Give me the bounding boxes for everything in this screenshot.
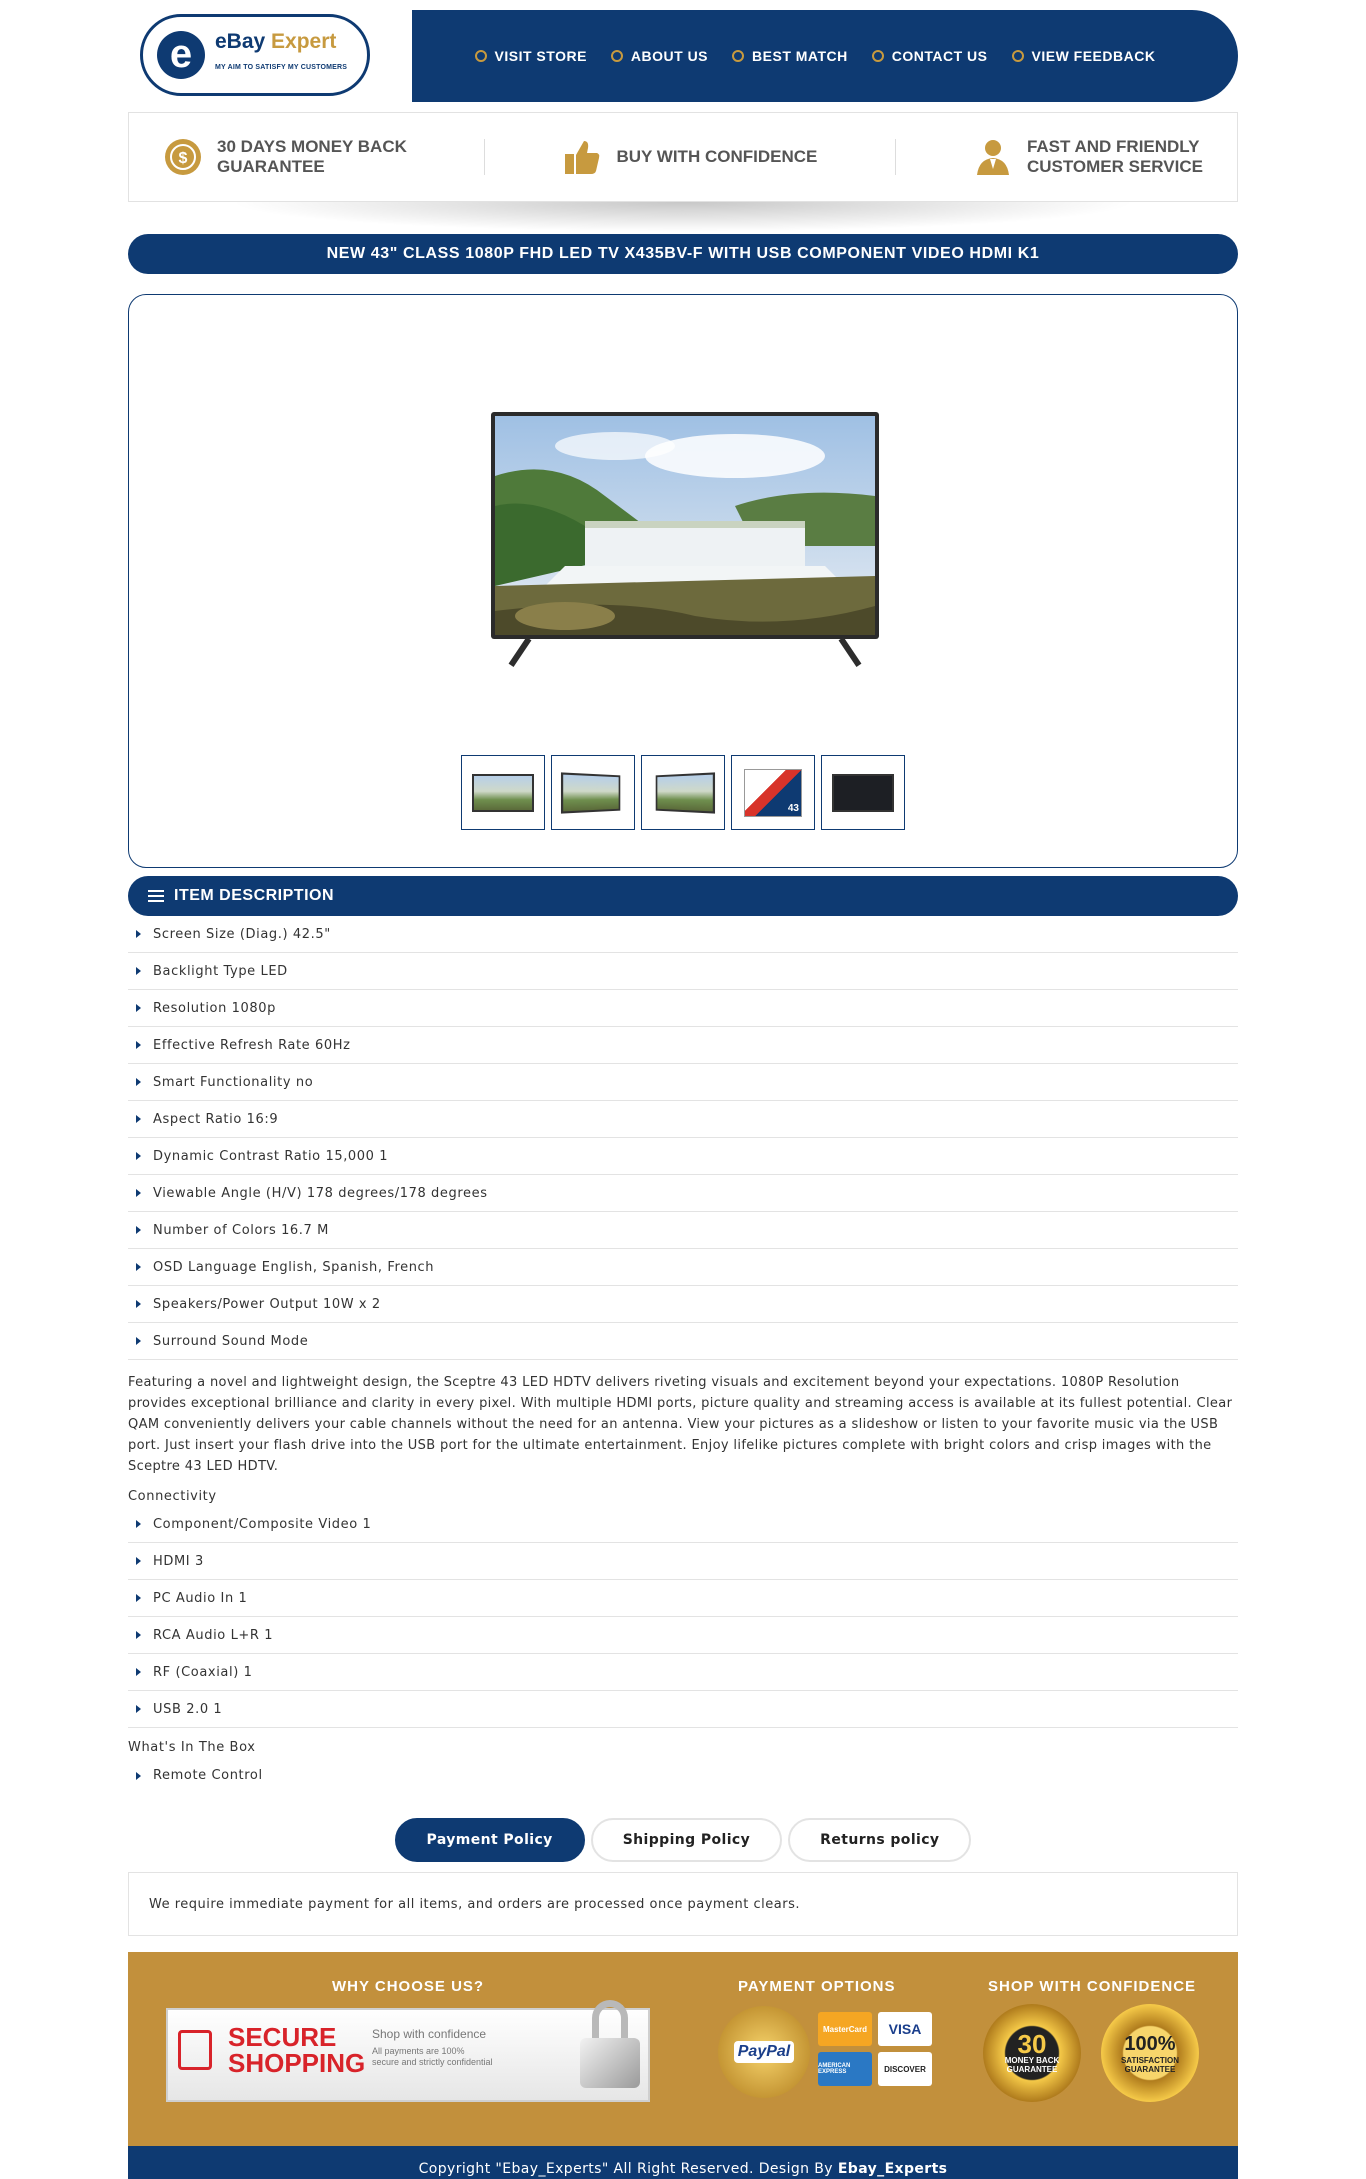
section-heading: ITEM DESCRIPTION [174,887,335,904]
list-item [128,1691,1238,1728]
nav-about-us[interactable] [611,48,708,64]
caret-right-icon [136,1263,141,1271]
caret-right-icon [136,1631,141,1639]
list-item [128,1654,1238,1691]
tv-stand-right [839,637,862,667]
caret-right-icon [136,930,141,938]
policy-content: We require immediate payment for all items, and orders are processed once payment clears. [128,1872,1238,1936]
shadow-divider [228,202,1138,232]
secure-note [372,2046,493,2068]
features-strip [128,112,1238,202]
tab-payment-policy[interactable]: Payment Policy [395,1818,585,1862]
tv-screen [491,412,879,639]
item-description-header [128,876,1238,916]
caret-right-icon [136,1337,141,1345]
copyright-text: Copyright "Ebay_Experts" All Right Reserved. Design By [418,2161,838,2177]
nav-label: CONTACT US [891,48,988,64]
tv-stand-left [509,637,532,667]
main-nav [412,10,1238,102]
list-item [128,916,1238,953]
secure-title-line: SHOPPING [228,2048,366,2078]
policy-tabs [128,1818,1238,1862]
spec-text: RF (Coaxial) 1 [153,1664,253,1680]
caret-right-icon [136,967,141,975]
money-back-icon [163,137,203,177]
paypal-seal [718,2006,810,2098]
list-item [128,1580,1238,1617]
description-paragraph: Featuring a novel and lightweight design, the Sceptre 43 LED HDTV delivers riveting visuals and excitement beyond your expectations. 1080P Resolution provides exceptional brilliance and clarity in every pixel. With multiple HDMI ports, picture quality and streaming access is available at its fullest potential. Clear QAM conveniently delivers your cable channels without the need for an antenna. View your pictures as a slideshow or listen to your favorite music via the USB port. Just insert your flash drive into the USB port for the ultimate entertainment. Enjoy lifelike pictures complete with bright colors and crisp images with the Sceptre 43 LED HDTV. [128,1375,1233,1474]
feature-text [217,137,407,177]
list-item [128,1506,1238,1543]
thumb-image [832,774,894,812]
logo-mark: e [157,31,205,79]
page-wrapper [128,10,1238,2179]
spec-text: Effective Refresh Rate 60Hz [153,1037,351,1053]
list-item [128,1286,1238,1323]
nav-visit-store[interactable] [475,48,587,64]
feature-confidence [562,137,817,177]
caret-right-icon [136,1189,141,1197]
feature-line: 30 DAYS MONEY BACK [217,137,407,156]
amex-icon: AMERICAN EXPRESS [818,2052,872,2086]
spec-text: Surround Sound Mode [153,1333,309,1349]
caret-right-icon [136,1300,141,1308]
product-title: NEW 43" CLASS 1080P FHD LED TV X435BV-F WITH USB COMPONENT VIDEO HDMI K1 [128,234,1238,274]
caret-right-icon [136,1594,141,1602]
spec-text: Aspect Ratio 16:9 [153,1111,279,1127]
caret-right-icon [136,1557,141,1565]
product-gallery [128,294,1238,868]
feature-line: GUARANTEE [217,157,325,176]
list-item [128,1212,1238,1249]
spec-text: Dynamic Contrast Ratio 15,000 1 [153,1148,389,1164]
nav-label: ABOUT US [630,48,709,64]
box-list [128,1757,1238,1794]
circle-icon [1012,50,1024,62]
spec-text: USB 2.0 1 [153,1701,223,1717]
connectivity-heading: Connectivity [128,1489,217,1504]
caret-right-icon [136,1668,141,1676]
list-item [128,1757,1238,1794]
feature-money-back [163,137,407,177]
secure-title-line: SECURE [228,2022,337,2052]
payment-options-heading: PAYMENT OPTIONS [738,1978,896,1995]
feature-text [1027,137,1203,177]
secure-subtitle: Shop with confidence [372,2027,487,2041]
nav-label: VISIT STORE [494,48,587,64]
logo-title [215,29,336,55]
thumbnail-2[interactable] [551,755,635,830]
caret-right-icon [136,1041,141,1049]
spec-text: Number of Colors 16.7 M [153,1222,329,1238]
visa-icon: VISA [878,2012,932,2046]
header [128,10,1238,112]
list-item [128,1543,1238,1580]
divider [895,139,896,175]
thumbnail-4[interactable] [731,755,815,830]
list-item [128,1617,1238,1654]
secure-shopping-banner [166,2008,650,2102]
spec-text: OSD Language English, Spanish, French [153,1259,435,1275]
logo-tagline: MY AIM TO SATISFY MY CUSTOMERS [215,64,348,71]
caret-right-icon [136,1152,141,1160]
feature-text [616,147,817,167]
badge-number: 30 [1017,2029,1047,2059]
support-agent-icon [973,137,1013,177]
caret-right-icon [136,1226,141,1234]
badge-label: SATISFACTION GUARANTEE [1120,2056,1180,2074]
logo-name-primary: eBay [215,30,266,53]
satisfaction-badge [1101,2004,1199,2102]
padlock-icon [580,2000,640,2090]
divider [484,139,485,175]
spec-text: Viewable Angle (H/V) 178 degrees/178 degrees [153,1185,488,1201]
waterfall-image [495,416,875,635]
money-back-badge [983,2004,1081,2102]
feature-line: BUY WITH CONFIDENCE [616,147,818,166]
spec-list [128,916,1238,1360]
list-item [128,1027,1238,1064]
thumb-box-image [744,769,802,817]
feature-line: CUSTOMER SERVICE [1026,157,1203,176]
paypal-label: PayPal [734,2041,794,2063]
list-item [128,1138,1238,1175]
badge-content [983,2029,1081,2074]
feature-service [973,137,1203,177]
spec-text: RCA Audio L+R 1 [153,1627,274,1643]
list-item [128,1064,1238,1101]
nav-view-feedback[interactable] [1012,48,1156,64]
list-item [128,953,1238,990]
mastercard-icon: MasterCard [818,2012,872,2046]
circle-icon [732,50,744,62]
spec-text: HDMI 3 [153,1553,204,1569]
spec-text: Backlight Type LED [153,963,288,979]
thumb-image [561,772,620,813]
spec-text: Component/Composite Video 1 [153,1516,372,1532]
nav-label: BEST MATCH [752,48,848,64]
tab-returns-policy[interactable]: Returns policy [788,1818,971,1862]
badge-label: MONEY BACK GUARANTEE [1004,2056,1060,2074]
caret-right-icon [136,1004,141,1012]
circle-icon [872,50,884,62]
tab-shipping-policy[interactable]: Shipping Policy [591,1818,782,1862]
feature-line: FAST AND FRIENDLY [1026,137,1200,156]
circle-icon [611,50,623,62]
main-product-image[interactable] [491,412,879,665]
nav-label: VIEW FEEDBACK [1031,48,1156,64]
logo-name-accent: Expert [271,30,337,53]
caret-right-icon [136,1520,141,1528]
list-item [128,1101,1238,1138]
shop-confidence-heading: SHOP WITH CONFIDENCE [988,1978,1197,1995]
why-choose-heading: WHY CHOOSE US? [332,1978,485,1995]
thumbnail-1[interactable] [461,755,545,830]
thumb-box-label: 43 [787,802,799,814]
thumbnail-5[interactable] [821,755,905,830]
spec-text: Speakers/Power Output 10W x 2 [153,1296,381,1312]
list-icon [148,889,164,903]
caret-right-icon [136,1115,141,1123]
spec-text: Remote Control [153,1768,263,1783]
thumbnail-3[interactable] [641,755,725,830]
badge-content [1101,2032,1199,2074]
caret-right-icon [136,1078,141,1086]
discover-icon: DISCOVER [878,2052,932,2086]
spec-text: Smart Functionality no [153,1074,314,1090]
box-heading: What's In The Box [128,1740,256,1755]
footer [128,1952,1238,2146]
connectivity-list [128,1506,1238,1728]
list-item [128,1323,1238,1360]
logo[interactable] [140,14,370,96]
caret-right-icon [136,1772,141,1780]
secure-note-line: All payments are 100% [372,2046,465,2056]
circle-icon [475,50,487,62]
designer-name[interactable]: Ebay_Experts [837,2161,948,2177]
spec-text: Screen Size (Diag.) 42.5" [153,926,331,942]
copyright-bar [128,2146,1238,2179]
spec-text: PC Audio In 1 [153,1590,248,1606]
secure-title [228,2024,365,2076]
thumbnail-strip [461,755,905,830]
caret-right-icon [136,1705,141,1713]
spec-text: Resolution 1080p [153,1000,276,1016]
thumbs-up-icon [562,137,602,177]
nav-contact-us[interactable] [872,48,988,64]
lock-icon [178,2030,212,2070]
secure-note-line: secure and strictly confidential [372,2057,493,2067]
svg-text:$: $ [178,150,188,167]
thumb-image [472,774,534,812]
badge-number: 100% [1124,2033,1176,2055]
thumb-image [656,772,715,813]
list-item [128,1249,1238,1286]
list-item [128,990,1238,1027]
list-item [128,1175,1238,1212]
nav-best-match[interactable] [732,48,848,64]
